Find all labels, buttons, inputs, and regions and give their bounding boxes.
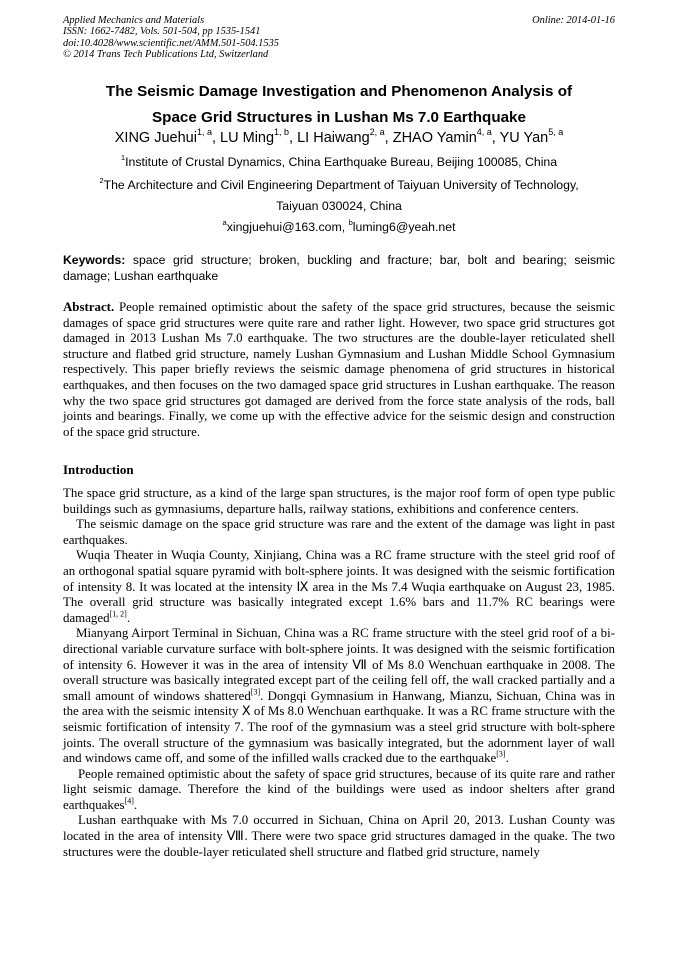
paragraph-text: . bbox=[505, 751, 509, 766]
author-affiliation-sup: 4, a bbox=[476, 127, 492, 138]
author-name: YU Yan bbox=[499, 130, 549, 146]
author-name: XING Juehui bbox=[114, 130, 197, 146]
introduction-body bbox=[63, 486, 615, 860]
abstract-label: Abstract. bbox=[63, 300, 115, 314]
author-separator: , bbox=[384, 130, 393, 146]
affiliation-2 bbox=[40, 175, 638, 196]
author-list bbox=[40, 128, 638, 148]
copyright-line: © 2014 Trans Tech Publications Ltd, Switzerland bbox=[63, 48, 269, 60]
paper-title bbox=[40, 79, 638, 131]
email-sup: a bbox=[222, 218, 227, 228]
author-name: LU Ming bbox=[220, 130, 275, 146]
affiliation-1 bbox=[40, 152, 638, 173]
title-line-2: Space Grid Structures in Lushan Ms 7.0 Earthquake bbox=[152, 109, 526, 126]
journal-name: Applied Mechanics and Materials bbox=[63, 15, 205, 26]
author-affiliation-sup: 5, a bbox=[548, 127, 564, 138]
email-link[interactable]: xingjuehui@163.com, bbox=[226, 220, 349, 234]
citation[interactable]: [3] bbox=[250, 687, 261, 697]
affiliation-sup: 2 bbox=[99, 176, 104, 186]
paragraph-text: . bbox=[126, 610, 131, 625]
keywords-text: space grid structure; broken, buckling and fracture; bar, bolt and bearing; seismic damage; Lushan earthquake bbox=[63, 253, 615, 283]
affiliation-2-line-2: Taiyuan 030024, China bbox=[276, 199, 402, 213]
keywords-label: Keywords: bbox=[63, 253, 126, 267]
author-emails bbox=[40, 218, 638, 236]
author-affiliation-sup: 1, b bbox=[274, 127, 290, 138]
affiliation-text: Institute of Crustal Dynamics, China Earthquake Bureau, Beijing 100085, China bbox=[125, 155, 558, 169]
journal-header bbox=[63, 15, 615, 60]
author-name: ZHAO Yamin bbox=[392, 130, 477, 146]
doi-line: doi:10.4028/www.scientific.net/AMM.501-504.1535 bbox=[63, 37, 279, 49]
author-separator: , bbox=[211, 130, 221, 146]
affiliation-text: The Architecture and Civil Engineering Department of Taiyuan University of Technology, bbox=[103, 178, 579, 192]
citation[interactable]: [3] bbox=[496, 749, 506, 759]
paragraph: The space grid structure, as a kind of the large span structures, is the major roof form of open type public buildings such as gymnasiums, departure halls, railway stations, exhibitions and conference centers. bbox=[63, 486, 615, 516]
author-name: LI Haiwang bbox=[297, 130, 370, 146]
paragraph-text: People remained optimistic about the safety of space grid structures, because of its quite rare and rather light seismic damage. Therefore the kind of the buildings were used as indoor shelters after grand earthquakes bbox=[63, 766, 615, 812]
paragraph bbox=[63, 767, 615, 814]
paragraph-text: . bbox=[133, 797, 138, 812]
email-sup: b bbox=[348, 218, 353, 228]
abstract-text: People remained optimistic about the safety of the space grid structures, because the seismic damages of space grid structures were quite rare and rather light. However, two space grid structures got damaged in 2013 Lushan Ms 7.0 earthquake. The two structures are the double-layer reticulated shell structure and flatbed grid structure, namely Lushan Gymnasium and Lushan Middle School Gymnasium respectively. This paper briefly reviews the seismic damage phenomena of grid structures in historical earthquakes, and then focuses on the two damaged space grid structures in Lushan earthquake. The reason why the two space grid structures got damaged are derived from the force state analysis of the rods, ball joints and bearings. Finally, we come up with the effective advice for the seismic design and construction of the space grid structure. bbox=[63, 300, 615, 439]
affiliation-sup: 1 bbox=[120, 153, 126, 163]
author-affiliation-sup: 1, a bbox=[196, 127, 212, 138]
author-separator: , bbox=[491, 130, 500, 146]
citation[interactable]: [1, 2] bbox=[109, 609, 127, 619]
paragraph: Lushan earthquake with Ms 7.0 occurred in Sichuan, China on April 20, 2013. Lushan County was located in the area of intensity Ⅷ. There were two space grid structures damaged in the quake. The two structures were the double-layer reticulated shell structure and flatbed grid structure, namely bbox=[63, 813, 615, 859]
author-separator: , bbox=[289, 130, 298, 146]
paragraph-text: Wuqia Theater in Wuqia County, Xinjiang, China was a RC frame structure with the steel grid roof of an orthogonal spatial square pyramid with bolt-sphere joints. It was designed with the seismic fortification of intensity 8. It was located at the intensity Ⅸ area in the Ms 7.4 Wuqia earthquake on August 23, 1985. The overall grid structure was basically integrated except 1.6% bars and 11.7% RC bearings were damaged bbox=[63, 548, 615, 625]
paragraph-text: . Dongqi Gymnasium in Hanwang, Mianzu, Sichuan, China was in the area with the seismic intensity Ⅹ of Ms 8.0 Wenchuan earthquake. It was a RC frame structure with the seismic fortification of intensity 7. The roof of the gymnasium was a steel grid structure with bolt-sphere joints. The overall structure of the gymnasium was basically integrated, but the adornment layer of wall and windows came off, and some of the infilled walls cracked due to the earthquake bbox=[63, 688, 615, 766]
paragraph: The seismic damage on the space grid structure was rare and the extent of the damage was light in past earthquakes. bbox=[63, 517, 615, 547]
online-date: Online: 2014-01-16 bbox=[532, 15, 615, 26]
issn-line: ISSN: 1662-7482, Vols. 501-504, pp 1535-1541 bbox=[63, 26, 261, 38]
abstract-block bbox=[63, 300, 615, 440]
paragraph bbox=[63, 626, 615, 766]
paragraph-text: Mianyang Airport Terminal in Sichuan, China was a RC frame structure with the steel grid roof of a bi-directional variable curvature surface with bolt-sphere joints. It was designed with the seismic fortification of intensity 6. However it was in the area of intensity Ⅶ of Ms 8.0 Wenchuan earthquake in 2008. The overall structure was basically integrated except part of the ceiling fell off, the wall cracked partially and a small amount of windows shattered bbox=[63, 626, 615, 703]
citation[interactable]: [4] bbox=[124, 796, 134, 806]
section-heading-introduction: Introduction bbox=[63, 462, 134, 477]
author-affiliation-sup: 2, a bbox=[369, 127, 385, 138]
title-line-1: The Seismic Damage Investigation and Phenomenon Analysis of bbox=[105, 83, 573, 100]
paragraph bbox=[63, 548, 615, 626]
email-link[interactable]: luming6@yeah.net bbox=[352, 220, 456, 234]
keywords-block bbox=[63, 253, 615, 284]
